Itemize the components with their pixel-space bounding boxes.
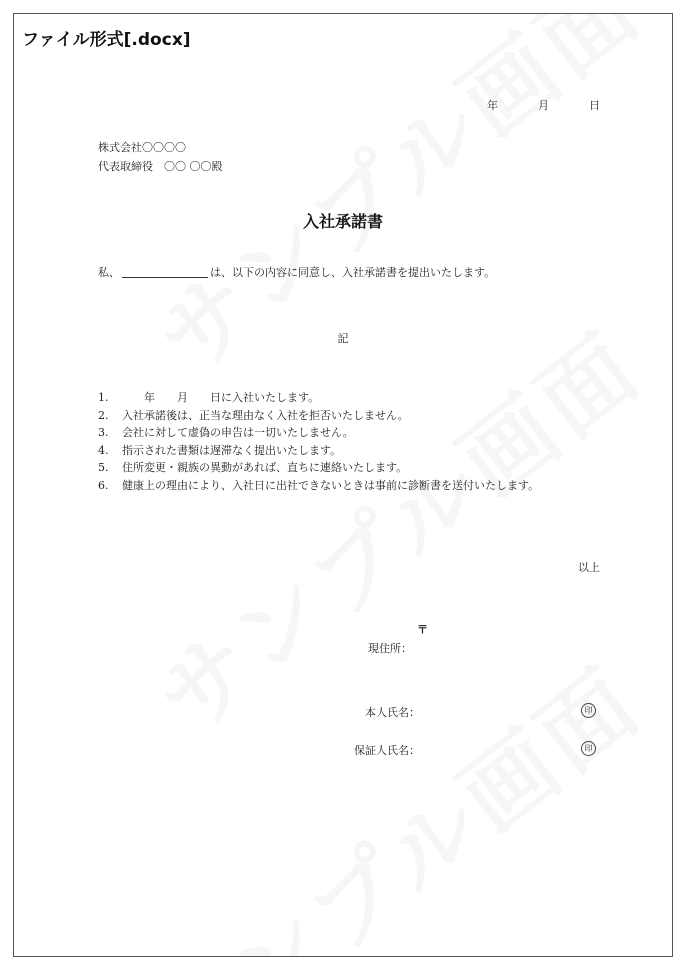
item-text: 入社承諾後は、正当な理由なく入社を拒否いたしません。 xyxy=(122,408,409,422)
date-month: 月 xyxy=(538,99,549,112)
list-item xyxy=(98,424,539,442)
consent-sentence xyxy=(98,264,495,280)
item-number: 3. xyxy=(98,426,109,439)
address-label: 現住所： xyxy=(368,642,412,655)
consent-suffix: は、以下の内容に同意し、入社承諾書を提出いたします。 xyxy=(210,266,496,279)
ki-heading: 記 xyxy=(337,332,349,345)
date-day: 日 xyxy=(589,99,600,112)
date-line xyxy=(487,97,600,113)
item-text: 会社に対して虚偽の申告は一切いたしません。 xyxy=(122,426,354,439)
document-preview xyxy=(13,13,673,957)
seal-icon: 印 xyxy=(581,703,596,718)
recipient-company: 株式会社〇〇〇〇 xyxy=(98,141,186,154)
item-text: 健康上の理由により、入社日に出社できないときは事前に診断書を送付いたします。 xyxy=(122,478,540,492)
item-number: 5. xyxy=(98,461,109,474)
item-year: 年 xyxy=(144,391,155,404)
seal-icon: 印 xyxy=(581,741,596,756)
name-blank-line xyxy=(122,265,208,278)
item-month: 月 xyxy=(177,391,188,404)
closing-word: 以上 xyxy=(578,561,600,574)
item-text: 住所変更・親族の異動があれば、直ちに連絡いたします。 xyxy=(122,461,408,474)
file-format-label: ファイル形式[.docx] xyxy=(22,30,191,50)
list-item xyxy=(98,477,539,495)
date-year: 年 xyxy=(487,99,498,112)
item-number: 6. xyxy=(98,478,109,492)
item-number: 2. xyxy=(98,408,109,422)
list-item xyxy=(98,459,539,477)
list-item xyxy=(98,407,539,425)
item-text: 指示された書類は遅滞なく提出いたします。 xyxy=(122,443,342,457)
guarantor-label: 保証人氏名： xyxy=(354,744,420,757)
list-item xyxy=(98,389,539,407)
applicant-label: 本人氏名： xyxy=(365,706,420,719)
document-title: 入社承諾書 xyxy=(302,212,383,231)
postal-mark-icon: 〒 xyxy=(417,623,428,636)
item-text: 日に入社いたします。 xyxy=(210,391,320,404)
recipient-representative: 代表取締役 〇〇 〇〇殿 xyxy=(98,160,223,173)
consent-prefix: 私、 xyxy=(98,266,120,279)
item-number: 4. xyxy=(98,443,109,457)
list-item xyxy=(98,442,539,460)
terms-list xyxy=(98,389,539,494)
recipient-block xyxy=(98,138,223,176)
item-number: 1. xyxy=(98,391,109,404)
